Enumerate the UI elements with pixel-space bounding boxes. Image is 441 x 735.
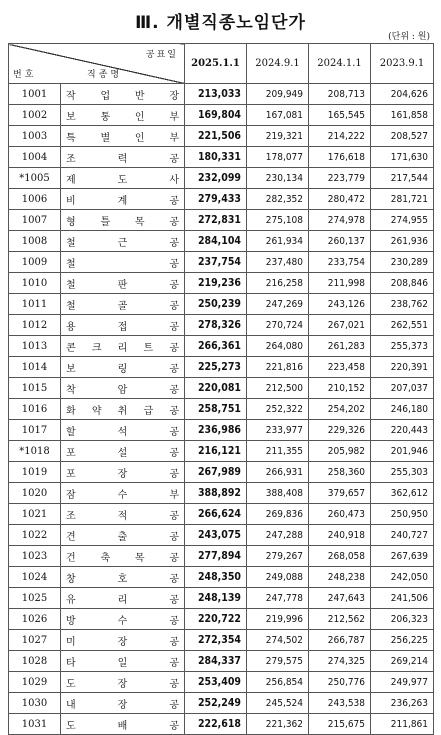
row-wage-2024-1-1: 212,562 <box>309 609 371 630</box>
row-wage-2023-9-1: 274,955 <box>371 210 434 231</box>
table-row <box>9 672 434 693</box>
row-wage-2024-9-1: 230,134 <box>247 168 309 189</box>
row-job-name: 견 출 공 <box>61 525 185 546</box>
row-wage-2025-1-1: 180,331 <box>185 147 247 168</box>
row-job-name: 보 통 인 부 <box>61 105 185 126</box>
row-wage-2025-1-1: 272,831 <box>185 210 247 231</box>
row-wage-2024-9-1: 211,355 <box>247 441 309 462</box>
table-row <box>9 651 434 672</box>
row-wage-2024-9-1: 256,854 <box>247 672 309 693</box>
row-code: 1021 <box>9 504 61 525</box>
table-row <box>9 504 434 525</box>
row-wage-2023-9-1: 208,527 <box>371 126 434 147</box>
row-wage-2023-9-1: 249,977 <box>371 672 434 693</box>
row-code: 1031 <box>9 714 61 735</box>
table-row <box>9 147 434 168</box>
table-row <box>9 105 434 126</box>
row-wage-2024-9-1: 282,352 <box>247 189 309 210</box>
row-wage-2024-1-1: 223,779 <box>309 168 371 189</box>
row-wage-2025-1-1: 267,989 <box>185 462 247 483</box>
row-job-name: 조 력 공 <box>61 147 185 168</box>
row-wage-2024-1-1: 229,326 <box>309 420 371 441</box>
row-wage-2024-9-1: 266,931 <box>247 462 309 483</box>
row-wage-2024-1-1: 208,713 <box>309 84 371 105</box>
row-wage-2024-1-1: 205,982 <box>309 441 371 462</box>
table-row <box>9 609 434 630</box>
row-wage-2023-9-1: 241,506 <box>371 588 434 609</box>
row-job-name: 건 축 목 공 <box>61 546 185 567</box>
row-wage-2023-9-1: 269,214 <box>371 651 434 672</box>
row-job-name: 철 골 공 <box>61 294 185 315</box>
row-wage-2025-1-1: 243,075 <box>185 525 247 546</box>
header-date-2025-1-1: 2025.1.1 <box>185 44 247 84</box>
header-diagonal-cell <box>9 44 185 84</box>
table-row <box>9 336 434 357</box>
header-announce-date: 공표일 <box>145 50 178 60</box>
table-row <box>9 378 434 399</box>
row-code: *1005 <box>9 168 61 189</box>
row-wage-2024-1-1: 248,238 <box>309 567 371 588</box>
table-row <box>9 273 434 294</box>
row-wage-2024-1-1: 258,360 <box>309 462 371 483</box>
row-job-name: 특 별 인 부 <box>61 126 185 147</box>
row-wage-2023-9-1: 256,225 <box>371 630 434 651</box>
row-wage-2023-9-1: 217,544 <box>371 168 434 189</box>
row-wage-2024-1-1: 233,754 <box>309 252 371 273</box>
header-date-2024-1-1: 2024.1.1 <box>309 44 371 84</box>
row-code: 1009 <box>9 252 61 273</box>
row-wage-2024-9-1: 221,816 <box>247 357 309 378</box>
row-job-name: 포 설 공 <box>61 441 185 462</box>
row-job-name: 포 장 공 <box>61 462 185 483</box>
row-code: 1015 <box>9 378 61 399</box>
row-wage-2024-9-1: 274,502 <box>247 630 309 651</box>
row-job-name: 내 장 공 <box>61 693 185 714</box>
row-wage-2024-1-1: 247,643 <box>309 588 371 609</box>
row-code: 1028 <box>9 651 61 672</box>
row-wage-2024-9-1: 279,575 <box>247 651 309 672</box>
row-job-name: 잠 수 부 <box>61 483 185 504</box>
row-job-name: 유 리 공 <box>61 588 185 609</box>
row-wage-2024-1-1: 379,657 <box>309 483 371 504</box>
row-job-name: 착 암 공 <box>61 378 185 399</box>
row-wage-2023-9-1: 211,861 <box>371 714 434 735</box>
row-wage-2025-1-1: 284,337 <box>185 651 247 672</box>
row-wage-2025-1-1: 216,121 <box>185 441 247 462</box>
row-code: 1013 <box>9 336 61 357</box>
table-row <box>9 462 434 483</box>
row-wage-2024-1-1: 260,137 <box>309 231 371 252</box>
header-date-2024-9-1: 2024.9.1 <box>247 44 309 84</box>
row-job-name: 방 수 공 <box>61 609 185 630</box>
row-code: 1010 <box>9 273 61 294</box>
row-wage-2025-1-1: 278,326 <box>185 315 247 336</box>
row-job-name: 비 계 공 <box>61 189 185 210</box>
row-wage-2023-9-1: 255,303 <box>371 462 434 483</box>
row-code: 1001 <box>9 84 61 105</box>
row-wage-2023-9-1: 238,762 <box>371 294 434 315</box>
row-wage-2024-1-1: 211,998 <box>309 273 371 294</box>
row-wage-2024-9-1: 237,480 <box>247 252 309 273</box>
row-wage-2023-9-1: 201,946 <box>371 441 434 462</box>
row-wage-2024-1-1: 243,538 <box>309 693 371 714</box>
row-wage-2024-1-1: 260,473 <box>309 504 371 525</box>
table-row <box>9 399 434 420</box>
row-code: 1024 <box>9 567 61 588</box>
row-wage-2025-1-1: 169,804 <box>185 105 247 126</box>
row-wage-2024-1-1: 274,325 <box>309 651 371 672</box>
table-row <box>9 630 434 651</box>
row-wage-2024-1-1: 261,283 <box>309 336 371 357</box>
row-wage-2024-1-1: 210,152 <box>309 378 371 399</box>
row-wage-2025-1-1: 252,249 <box>185 693 247 714</box>
row-code: 1007 <box>9 210 61 231</box>
row-wage-2025-1-1: 220,722 <box>185 609 247 630</box>
row-wage-2024-9-1: 221,362 <box>247 714 309 735</box>
row-wage-2024-9-1: 216,258 <box>247 273 309 294</box>
header-date-2023-9-1: 2023.9.1 <box>371 44 434 84</box>
table-row <box>9 483 434 504</box>
table-body <box>9 84 434 735</box>
row-job-name: 철 근 공 <box>61 231 185 252</box>
table-row <box>9 84 434 105</box>
row-wage-2025-1-1: 220,081 <box>185 378 247 399</box>
table-row <box>9 714 434 735</box>
row-wage-2024-1-1: 268,058 <box>309 546 371 567</box>
row-wage-2024-1-1: 266,787 <box>309 630 371 651</box>
row-wage-2023-9-1: 206,323 <box>371 609 434 630</box>
row-wage-2025-1-1: 222,618 <box>185 714 247 735</box>
table-row <box>9 567 434 588</box>
table-row <box>9 525 434 546</box>
row-code: 1002 <box>9 105 61 126</box>
row-wage-2025-1-1: 248,350 <box>185 567 247 588</box>
row-wage-2023-9-1: 207,037 <box>371 378 434 399</box>
header-job-name: 직종명 <box>87 70 123 80</box>
row-job-name: 용 접 공 <box>61 315 185 336</box>
table-row <box>9 252 434 273</box>
row-wage-2023-9-1: 261,936 <box>371 231 434 252</box>
row-wage-2025-1-1: 253,409 <box>185 672 247 693</box>
row-wage-2024-9-1: 249,088 <box>247 567 309 588</box>
table-row <box>9 441 434 462</box>
row-wage-2024-9-1: 269,836 <box>247 504 309 525</box>
row-wage-2024-9-1: 264,080 <box>247 336 309 357</box>
row-wage-2023-9-1: 281,721 <box>371 189 434 210</box>
table-row <box>9 189 434 210</box>
row-wage-2024-9-1: 275,108 <box>247 210 309 231</box>
row-wage-2023-9-1: 240,727 <box>371 525 434 546</box>
row-wage-2024-9-1: 212,500 <box>247 378 309 399</box>
row-job-name: 철 판 공 <box>61 273 185 294</box>
table-row <box>9 126 434 147</box>
row-wage-2023-9-1: 267,639 <box>371 546 434 567</box>
row-wage-2025-1-1: 277,894 <box>185 546 247 567</box>
row-code: 1025 <box>9 588 61 609</box>
row-wage-2024-9-1: 245,524 <box>247 693 309 714</box>
row-code: 1012 <box>9 315 61 336</box>
row-wage-2025-1-1: 236,986 <box>185 420 247 441</box>
row-wage-2023-9-1: 220,443 <box>371 420 434 441</box>
table-header <box>9 44 434 84</box>
row-wage-2023-9-1: 236,263 <box>371 693 434 714</box>
table-row <box>9 210 434 231</box>
row-job-name: 형 틀 목 공 <box>61 210 185 231</box>
header-code: 번호 <box>13 70 37 80</box>
row-code: 1017 <box>9 420 61 441</box>
row-wage-2024-1-1: 215,675 <box>309 714 371 735</box>
table-row <box>9 546 434 567</box>
row-code: *1018 <box>9 441 61 462</box>
row-wage-2025-1-1: 388,892 <box>185 483 247 504</box>
row-code: 1020 <box>9 483 61 504</box>
table-row <box>9 231 434 252</box>
row-wage-2025-1-1: 237,754 <box>185 252 247 273</box>
row-wage-2024-9-1: 219,321 <box>247 126 309 147</box>
row-wage-2024-1-1: 254,202 <box>309 399 371 420</box>
row-wage-2023-9-1: 220,391 <box>371 357 434 378</box>
row-wage-2024-1-1: 280,472 <box>309 189 371 210</box>
row-wage-2024-9-1: 261,934 <box>247 231 309 252</box>
row-job-name: 도 배 공 <box>61 714 185 735</box>
row-code: 1008 <box>9 231 61 252</box>
row-wage-2025-1-1: 232,099 <box>185 168 247 189</box>
row-wage-2023-9-1: 246,180 <box>371 399 434 420</box>
wage-table <box>8 43 434 735</box>
row-wage-2025-1-1: 258,751 <box>185 399 247 420</box>
row-wage-2023-9-1: 230,289 <box>371 252 434 273</box>
row-code: 1004 <box>9 147 61 168</box>
row-wage-2023-9-1: 204,626 <box>371 84 434 105</box>
row-job-name: 타 일 공 <box>61 651 185 672</box>
row-wage-2025-1-1: 221,506 <box>185 126 247 147</box>
row-wage-2024-9-1: 247,778 <box>247 588 309 609</box>
table-row <box>9 294 434 315</box>
row-wage-2025-1-1: 266,624 <box>185 504 247 525</box>
row-wage-2024-9-1: 178,077 <box>247 147 309 168</box>
table-row <box>9 693 434 714</box>
row-code: 1011 <box>9 294 61 315</box>
row-wage-2024-9-1: 209,949 <box>247 84 309 105</box>
row-wage-2023-9-1: 208,846 <box>371 273 434 294</box>
row-wage-2024-1-1: 267,021 <box>309 315 371 336</box>
row-wage-2025-1-1: 248,139 <box>185 588 247 609</box>
row-wage-2024-1-1: 240,918 <box>309 525 371 546</box>
page-title: Ⅲ. 개별직종노임단가 <box>135 13 306 33</box>
row-job-name: 도 장 공 <box>61 672 185 693</box>
row-job-name: 미 장 공 <box>61 630 185 651</box>
row-code: 1022 <box>9 525 61 546</box>
table-row <box>9 315 434 336</box>
row-wage-2024-9-1: 279,267 <box>247 546 309 567</box>
row-wage-2025-1-1: 213,033 <box>185 84 247 105</box>
row-wage-2023-9-1: 242,050 <box>371 567 434 588</box>
row-wage-2023-9-1: 262,551 <box>371 315 434 336</box>
row-wage-2025-1-1: 284,104 <box>185 231 247 252</box>
row-code: 1006 <box>9 189 61 210</box>
row-code: 1029 <box>9 672 61 693</box>
row-wage-2024-1-1: 176,618 <box>309 147 371 168</box>
row-code: 1030 <box>9 693 61 714</box>
row-wage-2025-1-1: 272,354 <box>185 630 247 651</box>
row-wage-2024-9-1: 247,288 <box>247 525 309 546</box>
row-wage-2025-1-1: 219,236 <box>185 273 247 294</box>
row-wage-2024-9-1: 219,996 <box>247 609 309 630</box>
table-row <box>9 168 434 189</box>
row-job-name: 철 공 <box>61 252 185 273</box>
row-wage-2023-9-1: 250,950 <box>371 504 434 525</box>
row-code: 1016 <box>9 399 61 420</box>
row-wage-2025-1-1: 266,361 <box>185 336 247 357</box>
row-wage-2023-9-1: 362,612 <box>371 483 434 504</box>
row-wage-2024-9-1: 252,322 <box>247 399 309 420</box>
row-job-name: 제 도 사 <box>61 168 185 189</box>
row-wage-2024-9-1: 167,081 <box>247 105 309 126</box>
row-code: 1026 <box>9 609 61 630</box>
row-job-name: 보 링 공 <box>61 357 185 378</box>
row-wage-2024-1-1: 165,545 <box>309 105 371 126</box>
row-code: 1019 <box>9 462 61 483</box>
row-code: 1023 <box>9 546 61 567</box>
row-wage-2024-9-1: 247,269 <box>247 294 309 315</box>
row-wage-2023-9-1: 161,858 <box>371 105 434 126</box>
unit-label: (단위 : 원) <box>388 32 430 42</box>
row-wage-2023-9-1: 255,373 <box>371 336 434 357</box>
row-code: 1027 <box>9 630 61 651</box>
row-wage-2025-1-1: 279,433 <box>185 189 247 210</box>
row-wage-2025-1-1: 225,273 <box>185 357 247 378</box>
row-wage-2024-9-1: 270,724 <box>247 315 309 336</box>
table-row <box>9 588 434 609</box>
row-job-name: 창 호 공 <box>61 567 185 588</box>
row-job-name: 콘 크 리 트 공 <box>61 336 185 357</box>
row-job-name: 작 업 반 장 <box>61 84 185 105</box>
row-job-name: 화 약 취 급 공 <box>61 399 185 420</box>
row-wage-2024-1-1: 274,978 <box>309 210 371 231</box>
row-job-name: 조 적 공 <box>61 504 185 525</box>
row-job-name: 할 석 공 <box>61 420 185 441</box>
row-wage-2024-1-1: 243,126 <box>309 294 371 315</box>
row-wage-2024-9-1: 233,977 <box>247 420 309 441</box>
row-wage-2024-1-1: 214,222 <box>309 126 371 147</box>
row-wage-2023-9-1: 171,630 <box>371 147 434 168</box>
row-code: 1014 <box>9 357 61 378</box>
row-wage-2024-1-1: 250,776 <box>309 672 371 693</box>
row-wage-2025-1-1: 250,239 <box>185 294 247 315</box>
table-row <box>9 357 434 378</box>
row-code: 1003 <box>9 126 61 147</box>
row-wage-2024-1-1: 223,458 <box>309 357 371 378</box>
row-wage-2024-9-1: 388,408 <box>247 483 309 504</box>
table-row <box>9 420 434 441</box>
